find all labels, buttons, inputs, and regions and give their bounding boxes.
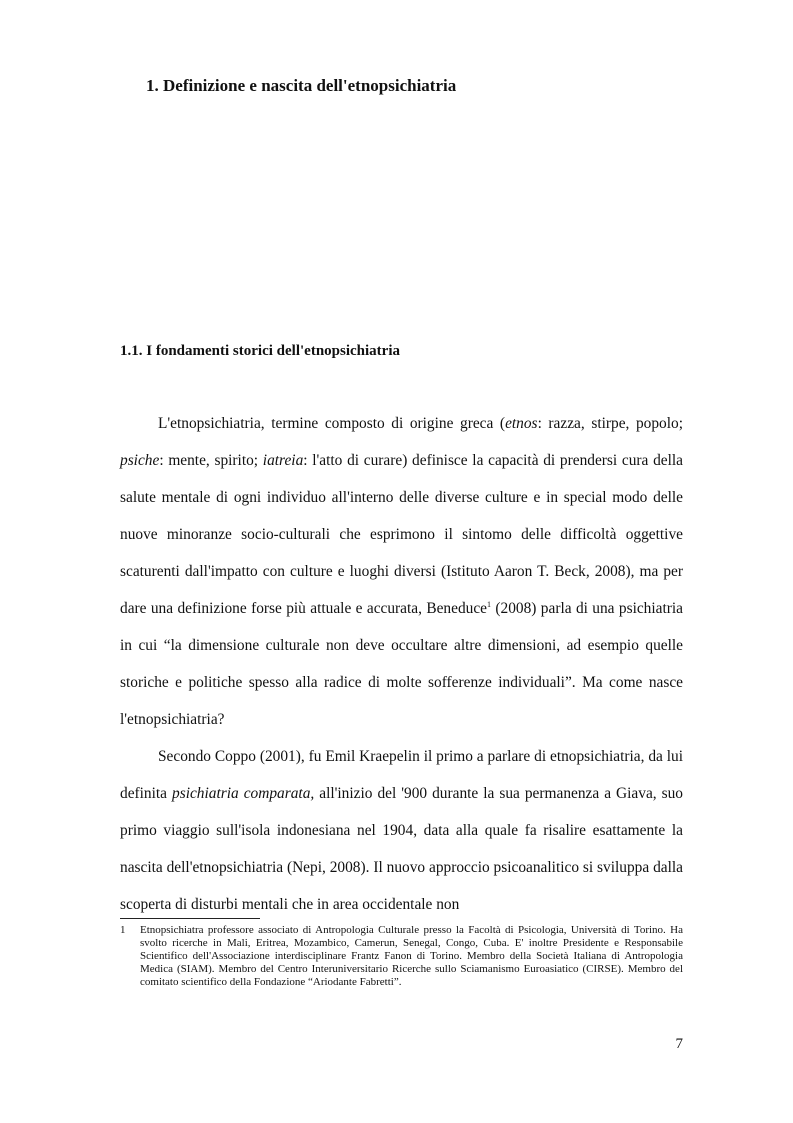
paragraph-1-text-d: : l'atto di curare) definisce la capacità di prendersi cura della salute mentale di ogni individuo all'interno delle diverse culture e in special modo delle nuove minoranze socio-culturali che esprimono il sintomo delle difficoltà oggettive scaturenti dall'impatto con culture e luoghi diversi (Istituto Aaron T. Beck, 2008), ma per dare una definizione forse più attuale e accurata, Beneduce: [120, 452, 683, 617]
paragraph-1: [120, 405, 683, 738]
paragraph-2-text-b: all'inizio del '900 durante la sua permanenza a Giava, suo primo viaggio sull'isola indonesiana nel 1904, data alla quale fa risalire esattamente la nascita dell'etnopsichiatria (Nepi, 2008). Il nuovo approccio psicoanalitico si sviluppa dalla scoperta di disturbi mentali che in area occidentale non: [120, 785, 683, 913]
paragraph-2-text-a: Secondo Coppo (2001), fu Emil Kraepelin il primo a parlare di etnopsichiatria, da lui definita: [120, 748, 683, 802]
term-psiche: psiche: [120, 452, 160, 469]
footnote-divider: [120, 918, 260, 919]
paragraph-1-text-e: (2008) parla di una psichiatria in cui “la dimensione culturale non deve occultare altre dimensioni, ad esempio quelle storiche e politiche spesso alla radice di molte sofferenze individuali”. Ma come nasce l'etnopsichiatria?: [120, 600, 683, 728]
paragraph-2: [120, 738, 683, 923]
term-iatreia: iatreia: [262, 452, 304, 469]
paragraph-1-text-b: : razza, stirpe, popolo;: [537, 415, 683, 432]
paragraph-1-text-c: : mente, spirito;: [159, 452, 263, 469]
paragraph-1-text-a: L'etnopsichiatria, termine composto di origine greca (: [158, 415, 506, 432]
body-text: [120, 405, 683, 923]
term-psichiatria-comparata: psichiatria comparata,: [172, 785, 315, 802]
footnote-number: 1: [120, 924, 126, 936]
page-number: 7: [675, 1036, 683, 1052]
chapter-title: 1. Definizione e nascita dell'etnopsichiatria: [146, 76, 457, 95]
footnote-1: [120, 924, 683, 989]
footnote-reference-1[interactable]: 1: [487, 600, 492, 609]
term-etnos: etnos: [505, 415, 538, 432]
section-title: 1.1. I fondamenti storici dell'etnopsichiatria: [120, 343, 400, 359]
footnote-text: Etnopsichiatra professore associato di Antropologia Culturale presso la Facoltà di Psicologia, Università di Torino. Ha svolto ricerche in Mali, Eritrea, Mozambico, Camerun, Senegal, Congo, Cuba. E' inoltre Presidente e Responsabile Scientifico dell'Associazione interdisciplinare Frantz Fanon di Torino. Membro della Società Italiana di Antropologia Medica (SIAM). Membro del Centro Interuniversitario Ricerche sullo Sciamanismo Euroasiatico (CIRSE). Membro del comitato scientifico della Fondazione “Ariodante Fabretti”.: [140, 924, 683, 989]
